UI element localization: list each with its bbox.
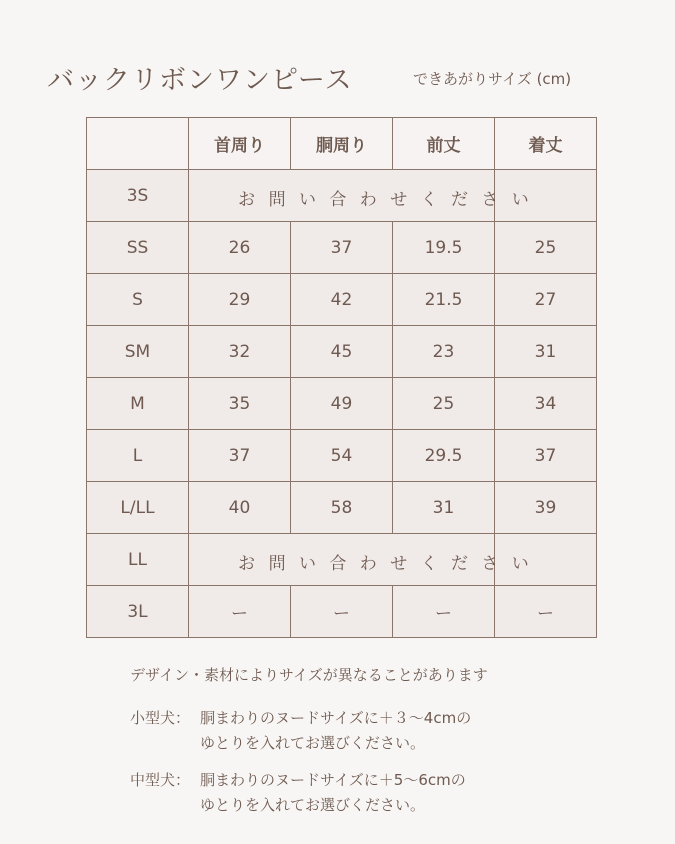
header-front-length: 前丈: [393, 118, 495, 170]
table-cell: 40: [189, 482, 291, 534]
note-small-dog: [130, 706, 471, 756]
page-title: バックリボンワンピース: [47, 65, 353, 96]
note-medium-dog: [130, 768, 466, 818]
inquiry-cell: [189, 534, 533, 586]
table-cell: 27: [495, 274, 597, 326]
table-cell: 45: [291, 326, 393, 378]
table-row: [87, 482, 597, 534]
table-cell: 26: [189, 222, 291, 274]
size-table: [86, 117, 597, 638]
table-cell: 25: [495, 222, 597, 274]
table-cell: 54: [291, 430, 393, 482]
medium-dog-line1: 胴まわりのヌードサイズに＋5〜6cmの: [200, 771, 466, 789]
inquiry-text: お 問 い 合 わ せ く だ さ い: [238, 190, 533, 210]
table-row: [87, 326, 597, 378]
small-dog-line2: ゆとりを入れてお選びください。: [200, 734, 426, 752]
table-cell: ー: [393, 586, 495, 638]
table-cell: 23: [393, 326, 495, 378]
size-label: SS: [87, 222, 189, 274]
header-neck: 首周り: [189, 118, 291, 170]
table-cell: 31: [495, 326, 597, 378]
table-cell: 37: [291, 222, 393, 274]
table-row: [87, 378, 597, 430]
table-row: [87, 170, 597, 222]
header-back-length: 着丈: [495, 118, 597, 170]
medium-dog-line2: ゆとりを入れてお選びください。: [200, 796, 426, 814]
table-row: [87, 222, 597, 274]
size-unit-subtitle: できあがりサイズ (cm): [413, 70, 572, 88]
table-cell: ー: [291, 586, 393, 638]
table-cell: 34: [495, 378, 597, 430]
inquiry-cell: [189, 170, 533, 222]
table-cell: 37: [189, 430, 291, 482]
size-label: SM: [87, 326, 189, 378]
small-dog-label: 小型犬：: [130, 709, 191, 727]
table-cell: 37: [495, 430, 597, 482]
size-label: M: [87, 378, 189, 430]
table-row: [87, 534, 597, 586]
medium-dog-label: 中型犬：: [130, 771, 191, 789]
small-dog-line1: 胴まわりのヌードサイズに＋３〜4cmの: [200, 709, 472, 727]
size-notes: [130, 663, 488, 687]
table-cell: 49: [291, 378, 393, 430]
inquiry-text: お 問 い 合 わ せ く だ さ い: [238, 554, 533, 574]
table-cell: 35: [189, 378, 291, 430]
size-label: L: [87, 430, 189, 482]
table-cell: 58: [291, 482, 393, 534]
size-label: LL: [87, 534, 189, 586]
size-label: 3L: [87, 586, 189, 638]
table-cell: 42: [291, 274, 393, 326]
table-cell: 21.5: [393, 274, 495, 326]
table-cell: 29: [189, 274, 291, 326]
table-cell: 25: [393, 378, 495, 430]
table-cell: 32: [189, 326, 291, 378]
table-cell: 29.5: [393, 430, 495, 482]
table-cell: 39: [495, 482, 597, 534]
table-cell: ー: [189, 586, 291, 638]
size-label: S: [87, 274, 189, 326]
table-header-row: [87, 118, 597, 170]
table-row: [87, 274, 597, 326]
table-cell: 19.5: [393, 222, 495, 274]
table-cell: 31: [393, 482, 495, 534]
size-label: L/LL: [87, 482, 189, 534]
table-row: [87, 586, 597, 638]
table-row: [87, 430, 597, 482]
table-cell: ー: [495, 586, 597, 638]
size-label: 3S: [87, 170, 189, 222]
header-chest: 胴周り: [291, 118, 393, 170]
header-corner: [87, 118, 189, 170]
note-main: デザイン・素材によりサイズが異なることがあります: [130, 666, 488, 684]
